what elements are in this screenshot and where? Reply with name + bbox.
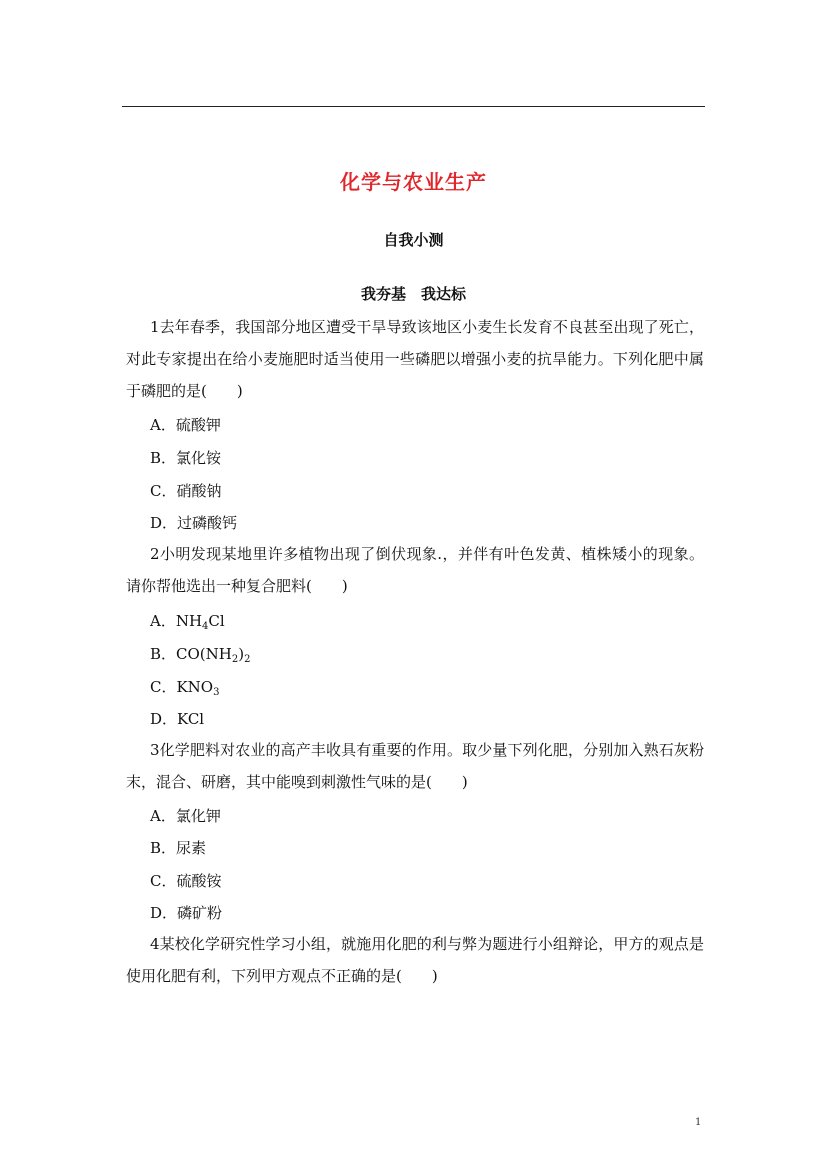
page-title: 化学与农业生产 [340, 170, 487, 194]
question-2-option-d: D．KCl [150, 710, 205, 728]
question-2-stem: 2小明发现某地里许多植物出现了倒伏现象.，并伴有叶色发黄、植株矮小的现象。请你帮他选出一种复合肥料( ) [126, 545, 704, 595]
question-1-option-b: B．氯化铵 [150, 449, 222, 467]
page-number: 1 [695, 1117, 702, 1128]
question-2-option-c: C．$KNO_3$ [150, 678, 220, 698]
section-heading-self-test: 自我小测 [383, 231, 444, 249]
question-1-option-d: D．过磷酸钙 [150, 514, 238, 532]
question-3-option-a: A．氯化钾 [150, 807, 221, 825]
question-1-option-c: C．硝酸钠 [150, 482, 222, 500]
header-rule [122, 106, 705, 107]
question-3-option-c: C．硫酸铵 [150, 872, 222, 890]
question-3-option-b: B．尿素 [150, 839, 207, 857]
question-1-option-a: A．硫酸钾 [150, 416, 221, 434]
question-1-stem: 1去年春季，我国部分地区遭受干旱导致该地区小麦生长发育不良甚至出现了死亡，对此专家提出在给小麦施肥时适当使用一些磷肥以增强小麦的抗旱能力。下列化肥中属于磷肥的是( ) [126, 318, 704, 400]
section-heading-foundation: 我夯基 我达标 [360, 285, 466, 303]
question-4-stem: 4某校化学研究性学习小组，就施用化肥的利与弊为题进行小组辩论，甲方的观点是使用化肥有利，下列甲方观点不正确的是( ) [126, 935, 704, 985]
question-2-option-a: A．$NH_4Cl$ [150, 612, 225, 632]
question-3-option-d: D．磷矿粉 [150, 904, 223, 922]
question-3-stem: 3化学肥料对农业的高产丰收具有重要的作用。取少量下列化肥，分别加入熟石灰粉末，混合、研磨，其中能嗅到刺激性气味的是( ) [126, 741, 704, 791]
question-2-option-b: B．$CO(NH_2)_2$ [150, 645, 251, 665]
